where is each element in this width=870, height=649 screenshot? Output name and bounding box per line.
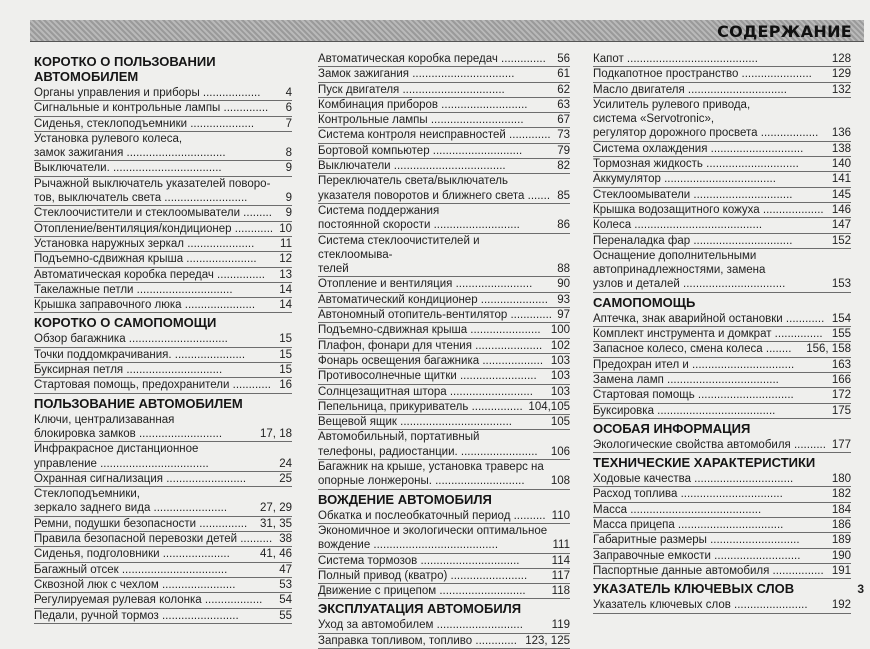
toc-entry[interactable] (318, 400, 570, 415)
toc-entry-page: 163 (831, 358, 851, 371)
toc-entry[interactable] (593, 438, 851, 453)
toc-entry[interactable] (34, 268, 292, 283)
toc-entry-page: 15 (279, 348, 292, 361)
toc-entry-title: Расход топлива ................................ (593, 488, 783, 501)
toc-entry-page: 97 (557, 309, 570, 322)
toc-entry-title: Подкапотное пространство ...................... (593, 68, 812, 81)
section-heading: ТЕХНИЧЕСКИЕ ХАРАКТЕРИСТИКИ (593, 455, 816, 471)
toc-entry-page: 132 (831, 83, 851, 96)
toc-entry-page: 14 (279, 299, 292, 312)
toc-entry-title: Бортовой компьютер ............................ (318, 144, 523, 157)
toc-entry-title: Система тормозов ............................... (318, 554, 520, 567)
toc-entry-title: Обкатка и послеобкаточный период .......... (318, 509, 546, 522)
toc-entry-title: Капот ......................................... (593, 53, 758, 65)
toc-entry[interactable] (34, 532, 292, 547)
toc-entry-page: 146 (831, 203, 851, 216)
toc-entry[interactable] (593, 342, 851, 357)
toc-entry[interactable] (318, 369, 570, 384)
toc-entry-page: 8 (285, 147, 292, 160)
toc-entry-page: 155 (831, 328, 851, 341)
toc-entry-page: 103 (550, 354, 570, 367)
toc-entry[interactable] (318, 569, 570, 584)
toc-entry-title: Ключи, централизаванная блокировка замков .......................... (34, 413, 223, 440)
toc-entry[interactable] (318, 354, 570, 369)
toc-entry-title: Автоматическая коробка передач .............. (318, 53, 546, 65)
toc-entry-page: 189 (831, 534, 851, 547)
toc-entry-title: Масса ......................................... (593, 503, 762, 516)
toc-entry-title: Заправочные емкости ........................... (593, 549, 801, 562)
toc-entry-page: 117 (551, 569, 570, 582)
toc-entry-page: 141 (831, 173, 851, 186)
toc-entry[interactable] (593, 388, 851, 403)
toc-entry-page: 103 (550, 370, 570, 383)
toc-entry-title: Автоматический кондиционер ..................... (318, 293, 548, 306)
toc-entry-page: 190 (831, 549, 851, 562)
toc-entry-page: 175 (831, 404, 851, 417)
toc-entry-title: Предохран ител и ................................ (593, 358, 795, 371)
toc-entry-page: 79 (557, 144, 570, 157)
toc-entry-title: Переналадка фар ............................... (593, 234, 793, 247)
toc-entry[interactable] (34, 206, 292, 221)
toc-column-3 (593, 52, 851, 614)
toc-entry[interactable] (318, 415, 570, 430)
toc-entry-page: 118 (551, 585, 570, 598)
toc-entry[interactable] (34, 413, 292, 443)
toc-entry-title: Правила безопасной перевозки детей .......... (34, 533, 273, 546)
toc-entry[interactable] (34, 177, 292, 207)
toc-column-2 (318, 52, 570, 649)
toc-entry[interactable] (593, 549, 851, 564)
toc-entry[interactable] (318, 509, 570, 524)
toc-entry-page: 24 (279, 457, 292, 470)
toc-entry-title: Стеклоподъемники, зеркало заднего вида ....................... (34, 488, 228, 515)
toc-entry[interactable] (593, 327, 851, 342)
toc-entry[interactable] (593, 472, 851, 487)
toc-entry[interactable] (34, 117, 292, 132)
toc-entry[interactable] (34, 132, 292, 162)
toc-entry-title: Педали, ручной тормоз ........................ (34, 609, 239, 622)
toc-entry[interactable] (318, 460, 570, 490)
toc-entry-page: 108 (550, 475, 570, 488)
toc-entry-title: Система стеклоочистителей и стеклоомыва- телей (318, 234, 480, 276)
toc-entry[interactable] (593, 312, 851, 327)
toc-entry[interactable] (593, 188, 851, 203)
toc-entry-page: 106 (550, 445, 570, 458)
toc-entry-title: Солнцезащитная штора .......................... (318, 385, 533, 398)
toc-entry-title: Переключатель света/выключатель указателя поворотов и ближнего света ....... (318, 175, 551, 202)
toc-entry[interactable] (318, 430, 570, 460)
toc-entry-page: 105 (550, 416, 570, 429)
toc-entry-title: Выключатели ................................... (318, 160, 506, 173)
toc-entry[interactable] (34, 363, 292, 378)
toc-entry[interactable] (34, 517, 292, 532)
toc-entry[interactable] (593, 142, 851, 157)
toc-entry-title: Подъемно-сдвижная крыша ...................... (34, 253, 257, 266)
toc-entry[interactable] (593, 98, 851, 142)
toc-entry[interactable] (593, 234, 851, 249)
toc-entry-page: 100 (550, 324, 570, 337)
toc-entry-page: 153 (831, 278, 851, 291)
toc-entry[interactable] (593, 67, 851, 82)
toc-entry[interactable] (318, 83, 570, 98)
toc-entry[interactable] (318, 52, 570, 67)
toc-entry[interactable] (593, 487, 851, 502)
toc-entry-title: Багажник на крыше, установка траверс на опорные лонжероны. ............................ (318, 461, 544, 488)
toc-entry-page: 47 (279, 563, 292, 576)
toc-entry-page: 86 (557, 219, 570, 232)
toc-entry-page: 54 (279, 594, 292, 607)
toc-entry-page: 27, 29 (260, 502, 292, 515)
toc-entry-page: 55 (279, 609, 292, 622)
toc-entry[interactable] (34, 252, 292, 267)
toc-entry[interactable] (593, 564, 851, 579)
toc-entry[interactable] (318, 67, 570, 82)
toc-entry-title: Указатель ключевых слов ....................... (593, 599, 808, 612)
toc-entry-title: Ходовые качества ............................... (593, 473, 794, 486)
toc-entry[interactable] (318, 234, 570, 278)
toc-entry-page: 140 (831, 158, 851, 171)
toc-entry-page: 180 (831, 473, 851, 486)
toc-entry[interactable] (34, 101, 292, 116)
toc-entry-title: Противосолнечные щитки ........................ (318, 370, 537, 383)
toc-entry-page: 82 (557, 160, 570, 173)
toc-entry[interactable] (593, 52, 851, 67)
toc-entry-page: 119 (551, 619, 570, 632)
toc-entry-title: Сигнальные и контрольные лампы .............. (34, 102, 269, 115)
toc-entry-title: Подъемно-сдвижная крыша ...................... (318, 324, 541, 337)
toc-entry-page: 192 (831, 599, 851, 612)
toc-entry-page: 67 (557, 114, 570, 127)
section-heading: САМОПОМОЩЬ (593, 294, 696, 310)
toc-entry[interactable] (34, 472, 292, 487)
toc-entry[interactable] (318, 293, 570, 308)
toc-entry[interactable] (318, 584, 570, 599)
toc-entry[interactable] (34, 578, 292, 593)
toc-entry[interactable] (34, 222, 292, 237)
toc-entry-page: 9 (285, 192, 292, 205)
toc-entry-title: Стартовая помощь, предохранители ............ (34, 379, 271, 392)
toc-entry-page: 15 (279, 364, 292, 377)
toc-entry-title: Фонарь освещения багажника ................... (318, 354, 544, 367)
toc-entry[interactable] (593, 249, 851, 293)
toc-entry[interactable] (593, 218, 851, 233)
toc-entry-title: Комбинация приборов ........................... (318, 98, 528, 111)
toc-entry-title: Точки поддомкрачивания. ...................... (34, 348, 246, 361)
toc-entry-title: Габаритные размеры ............................ (593, 534, 800, 547)
toc-entry[interactable] (318, 277, 570, 292)
toc-entry-title: Стеклоомыватели ............................... (593, 188, 793, 201)
toc-entry-page: 41, 46 (260, 548, 292, 561)
toc-entry[interactable] (34, 487, 292, 517)
toc-entry-page: 93 (557, 293, 570, 306)
toc-entry-page: 191 (831, 564, 851, 577)
toc-entry-page: 102 (550, 339, 570, 352)
toc-entry-title: Масса прицепа ................................. (593, 519, 784, 532)
toc-entry-title: Система поддержания постоянной скорости ........................... (318, 204, 520, 232)
toc-entry-page: 138 (831, 142, 851, 155)
toc-entry-page: 129 (831, 68, 851, 81)
toc-entry-page: 182 (831, 488, 851, 501)
toc-entry-title: Уход за автомобилем ........................... (318, 619, 523, 632)
toc-entry-page: 103 (550, 385, 570, 398)
toc-entry-title: Замок зажигания ................................ (318, 68, 515, 81)
toc-entry[interactable] (318, 385, 570, 400)
toc-entry-page: 73 (557, 129, 570, 142)
toc-entry-page: 25 (279, 472, 292, 485)
toc-entry-page: 56 (557, 53, 570, 65)
toc-entry-title: Пуск двигателя ................................ (318, 83, 505, 96)
toc-entry[interactable] (318, 113, 570, 128)
toc-entry-title: Охранная сигнализация ......................... (34, 472, 247, 485)
toc-entry[interactable] (318, 339, 570, 354)
toc-entry-title: Отопление/вентиляция/кондиционер ............ (34, 222, 274, 235)
toc-entry-title: Экологические свойства автомобиля .......... (593, 438, 826, 451)
toc-entry-title: Аптечка, знак аварийной остановки ............ (593, 312, 825, 325)
toc-entry-page: 63 (557, 98, 570, 111)
toc-entry[interactable] (593, 83, 851, 98)
toc-entry[interactable] (34, 237, 292, 252)
toc-entry-title: Багажный отсек ................................. (34, 563, 228, 576)
toc-entry[interactable] (318, 159, 570, 174)
toc-entry[interactable] (34, 161, 292, 176)
toc-entry-page: 53 (279, 578, 292, 591)
toc-entry[interactable] (318, 128, 570, 143)
toc-entry-title: Крышка водозащитного кожуха ................... (593, 203, 824, 216)
page-number: 3 (857, 582, 864, 596)
toc-entry-page: 128 (831, 53, 851, 65)
toc-entry[interactable] (593, 203, 851, 218)
toc-entry-title: Заправка топливом, топливо ............. (318, 634, 517, 647)
toc-entry-title: Буксировка ..................................... (593, 404, 776, 417)
toc-entry[interactable] (34, 593, 292, 608)
toc-entry-page: 9 (285, 162, 292, 175)
toc-entry-title: Такелажные петли .............................. (34, 283, 233, 296)
toc-entry-title: Стартовая помощь .............................. (593, 389, 794, 402)
toc-entry[interactable] (318, 554, 570, 569)
toc-entry-title: Буксирная петля .............................. (34, 364, 223, 377)
toc-entry-page: 147 (831, 219, 851, 232)
toc-entry-page: 12 (279, 253, 292, 266)
section-heading: ЭКСПЛУАТАЦИЯ АВТОМОБИЛЯ (318, 601, 522, 617)
toc-entry[interactable] (593, 598, 851, 613)
toc-entry-title: Плафон, фонари для чтения ..................... (318, 339, 543, 352)
toc-entry-title: Инфракрасное дистанционное управление .................................. (34, 443, 209, 470)
toc-entry-title: Тормозная жидкость ............................. (593, 158, 799, 171)
toc-entry-page: 110 (551, 509, 570, 522)
toc-entry-title: Отопление и вентиляция ........................ (318, 278, 533, 291)
toc-entry-title: Экономичное и экологически оптимальное вождение ....................................... (318, 524, 548, 552)
toc-entry-page: 38 (279, 533, 292, 546)
toc-entry-title: Обзор багажника ............................... (34, 333, 228, 346)
toc-entry-title: Колеса ........................................ (593, 219, 763, 232)
toc-entry-title: Контрольные лампы ............................. (318, 114, 524, 127)
toc-entry[interactable] (318, 308, 570, 323)
toc-entry-page: 184 (831, 503, 851, 516)
toc-entry-title: Ремни, подушки безопасности ............... (34, 517, 248, 530)
toc-entry-page: 123, 125 (525, 634, 570, 647)
toc-entry-page: 90 (557, 278, 570, 291)
toc-entry[interactable] (318, 618, 570, 633)
toc-entry-page: 88 (557, 263, 570, 276)
toc-entry-title: Замена ламп ................................... (593, 373, 779, 386)
toc-entry-title: Запасное колесо, смена колеса ........ (593, 343, 792, 356)
toc-entry-page: 14 (279, 283, 292, 296)
toc-entry-title: Паспортные данные автомобиля ................ (593, 564, 824, 577)
section-heading: КОРОТКО О ПОЛЬЗОВАНИИ АВТОМОБИЛЕМ (34, 54, 216, 84)
toc-entry[interactable] (593, 518, 851, 533)
toc-entry-title: Органы управления и приборы .................. (34, 87, 261, 99)
toc-entry-page: 145 (831, 188, 851, 201)
toc-entry-title: Движение с прицепом ........................... (318, 585, 526, 598)
toc-entry[interactable] (318, 634, 570, 649)
section-heading: ВОЖДЕНИЕ АВТОМОБИЛЯ (318, 491, 492, 507)
toc-entry[interactable] (34, 348, 292, 363)
toc-entry-page: 114 (551, 554, 570, 567)
toc-entry-title: Система контроля неисправностей ............. (318, 129, 551, 142)
toc-entry[interactable] (34, 563, 292, 578)
toc-entry[interactable] (34, 283, 292, 298)
toc-entry-title: Автономный отопитель-вентилятор ............. (318, 309, 552, 322)
toc-entry-title: Рычажной выключатель указателей поворо- тов, выключатель света .......................... (34, 177, 271, 205)
toc-entry-title: Оснащение дополнительными автопринадлежностями, замена узлов и деталей ................................ (593, 249, 786, 291)
toc-entry[interactable] (318, 174, 570, 204)
toc-entry-page: 154 (831, 312, 851, 325)
toc-entry-title: Усилитель рулевого привода, система «Servotronic», регулятор дорожного просвета .................. (593, 98, 819, 140)
toc-entry-page: 166 (831, 373, 851, 386)
toc-entry-title: Сквозной люк с чехлом ....................... (34, 578, 236, 591)
toc-entry[interactable] (593, 404, 851, 419)
toc-entry-title: Регулируемая рулевая колонка .................. (34, 594, 263, 607)
toc-entry[interactable] (34, 442, 292, 472)
toc-entry-title: Масло двигателя ............................... (593, 83, 787, 96)
section-heading: УКАЗАТЕЛЬ КЛЮЧЕВЫХ СЛОВ (593, 581, 795, 597)
toc-entry-title: Сиденья, подголовники ..................... (34, 548, 230, 561)
toc-entry[interactable] (593, 172, 851, 187)
toc-entry[interactable] (593, 373, 851, 388)
toc-entry[interactable] (318, 524, 570, 554)
toc-entry[interactable] (34, 86, 292, 101)
toc-entry-page: 13 (279, 268, 292, 281)
toc-entry-page: 62 (557, 83, 570, 96)
toc-entry[interactable] (34, 547, 292, 562)
section-heading: ОСОБАЯ ИНФОРМАЦИЯ (593, 420, 751, 436)
toc-entry-title: Установка наружных зеркал ..................... (34, 237, 255, 250)
toc-entry-title: Система охлаждения ............................. (593, 142, 804, 155)
toc-entry-page: 10 (279, 222, 292, 235)
toc-entry-title: Пепельница, прикуриватель ................ (318, 400, 523, 413)
toc-entry[interactable] (593, 503, 851, 518)
section-heading: ПОЛЬЗОВАНИЕ АВТОМОБИЛЕМ (34, 395, 243, 411)
toc-entry-page: 85 (557, 189, 570, 202)
toc-entry[interactable] (318, 323, 570, 338)
section-heading: КОРОТКО О САМОПОМОЩИ (34, 315, 217, 331)
toc-entry[interactable] (34, 298, 292, 313)
toc-entry-page: 6 (285, 102, 292, 115)
toc-entry[interactable] (34, 378, 292, 393)
toc-entry-title: Полный привод (кватро) ........................ (318, 569, 528, 582)
toc-entry-page: 4 (285, 87, 292, 99)
toc-entry-page: 172 (831, 389, 851, 402)
toc-entry-page: 17, 18 (260, 427, 292, 440)
toc-entry[interactable] (318, 98, 570, 113)
toc-entry-page: 7 (285, 117, 292, 130)
toc-entry-title: Автомобильный, портативный телефоны, радиостанции. ........................ (318, 431, 538, 458)
toc-entry-title: Стеклоочистители и стеклоомыватели ......... (34, 207, 272, 220)
toc-entry-page: 152 (831, 234, 851, 247)
toc-entry-title: Вещевой ящик ................................... (318, 416, 512, 429)
toc-entry-page: 9 (285, 207, 292, 220)
toc-entry-page: 11 (280, 237, 292, 250)
toc-entry[interactable] (593, 358, 851, 373)
toc-entry-page: 156, 158 (806, 343, 851, 356)
toc-entry-page: 104,105 (528, 400, 570, 413)
toc-entry-page: 186 (831, 519, 851, 532)
toc-entry-page: 31, 35 (260, 517, 292, 530)
toc-entry-title: Установка рулевого колеса, замок зажигания ............................... (34, 132, 226, 160)
toc-entry-title: Автоматическая коробка передач ............... (34, 268, 265, 281)
toc-entry-page: 177 (831, 438, 851, 451)
toc-entry-page: 61 (557, 68, 570, 81)
toc-entry[interactable] (34, 609, 292, 624)
toc-entry[interactable] (318, 144, 570, 159)
toc-entry-page: 15 (279, 333, 292, 346)
toc-entry[interactable] (593, 157, 851, 172)
toc-entry-title: Крышка заправочного люка ...................... (34, 299, 256, 312)
toc-entry-page: 136 (831, 127, 851, 140)
toc-entry-title: Комплект инструмента и домкрат ............... (593, 328, 823, 341)
toc-entry-title: Аккумулятор ................................... (593, 173, 776, 186)
toc-entry[interactable] (318, 204, 570, 234)
page-title: СОДЕРЖАНИЕ (717, 22, 852, 41)
toc-entry-title: Сиденья, стеклоподъемники .................... (34, 117, 255, 130)
toc-entry-title: Выключатели. .................................. (34, 162, 222, 175)
toc-entry-page: 111 (552, 539, 570, 552)
toc-entry-page: 16 (279, 379, 292, 392)
toc-entry[interactable] (34, 332, 292, 347)
toc-entry[interactable] (593, 533, 851, 548)
toc-column-1 (34, 52, 292, 624)
